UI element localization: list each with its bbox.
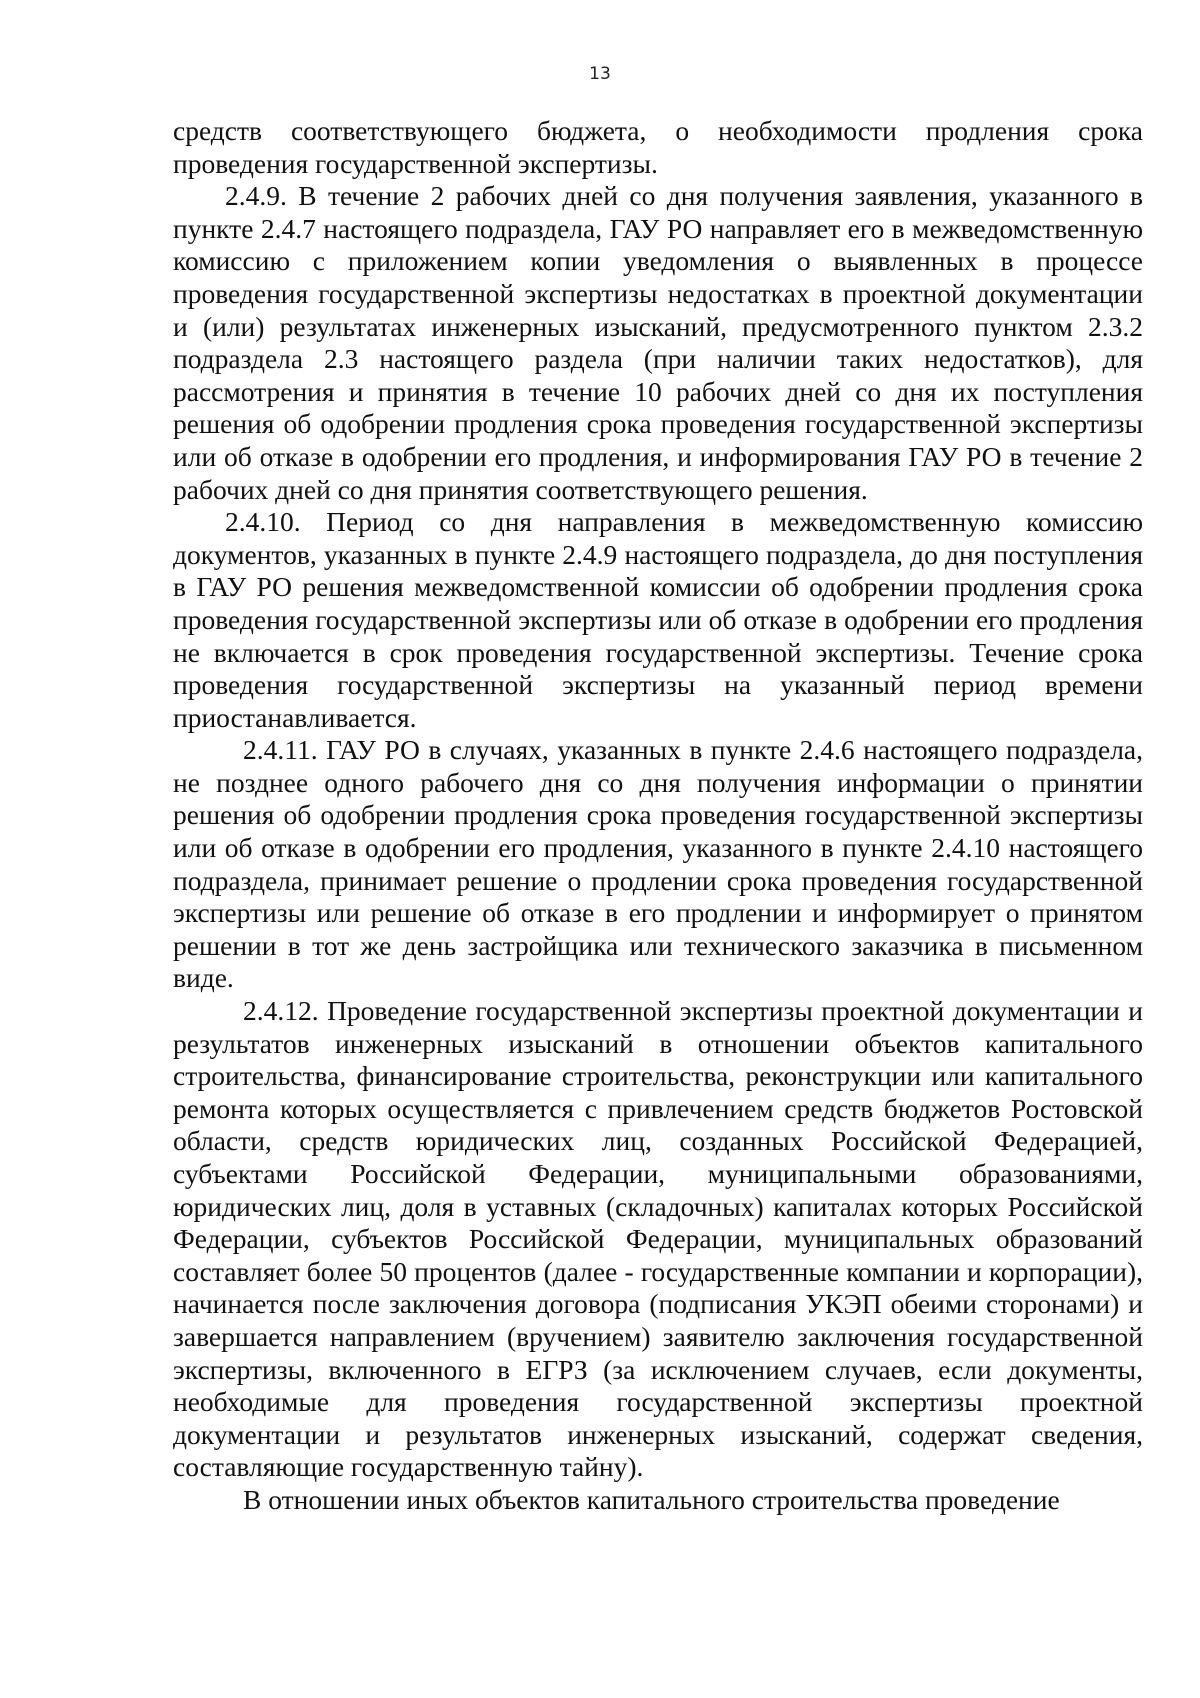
paragraph-2-4-12: 2.4.12. Проведение государственной экспертизы проектной документации и результатов инженерных изысканий в отношении объектов капитального строительства, финансирование строительства, реконструкции или капитального ремонта которых осуществляется с привлечением средств бюджетов Ростовской области, средств юридических лиц, созданных Российской Федерацией, субъектами Российской Федерации, муниципальными образованиями, юридических лиц, доля в уставных (складочных) капиталах которых Российской Федерации, субъектов Российской Федерации, муниципальных образований составляет более 50 процентов (далее - государственные компании и корпорации), начинается после заключения договора (подписания УКЭП обеими сторонами) и завершается направлением (вручением) заявителю заключения государственной экспертизы, включенного в ЕГРЗ (за исключением случаев, если документы, необходимые для проведения государственной экспертизы проектной документации и результатов инженерных изысканий, содержат сведения, составляющие государственную тайну).	[173, 995, 1143, 1483]
paragraph-continuation: средств соответствующего бюджета, о необходимости продления срока проведения государственной экспертизы.	[173, 115, 1143, 179]
paragraph-other-objects: В отношении иных объектов капитального строительства проведение	[243, 1483, 1060, 1515]
paragraph-2-4-11: 2.4.11. ГАУ РО в случаях, указанных в пункте 2.4.6 настоящего подраздела, не позднее одного рабочего дня со дня получения информации о принятии решения об одобрении продления срока проведения государственной экспертизы или об отказе в одобрении его продления, указанного в пункте 2.4.10 настоящего подраздела, принимает решение о продлении срока проведения государственной экспертизы или решение об отказе в его продлении и информирует о принятом решении в тот же день застройщика или технического заказчика в письменном виде.	[173, 734, 1143, 994]
page-number: 13	[589, 64, 611, 84]
paragraph-2-4-10: 2.4.10. Период со дня направления в межведомственную комиссию документов, указанных в пункте 2.4.9 настоящего подраздела, до дня поступления в ГАУ РО решения межведомственной комиссии об одобрении продления срока проведения государственной экспертизы или об отказе в одобрении его продления не включается в срок проведения государственной экспертизы. Течение срока проведения государственной экспертизы на указанный период времени приостанавливается.	[173, 506, 1143, 733]
document-body	[173, 115, 1143, 1517]
paragraph-2-4-9: 2.4.9. В течение 2 рабочих дней со дня получения заявления, указанного в пункте 2.4.7 настоящего подраздела, ГАУ РО направляет его в межведомственную комиссию с приложением копии уведомления о выявленных в процессе проведения государственной экспертизы недостатках в проектной документации и (или) результатах инженерных изысканий, предусмотренного пунктом 2.3.2 подраздела 2.3 настоящего раздела (при наличии таких недостатков), для рассмотрения и принятия в течение 10 рабочих дней со дня их поступления решения об одобрении продления срока проведения государственной экспертизы или об отказе в одобрении его продления, и информирования ГАУ РО в течение 2 рабочих дней со дня принятия соответствующего решения.	[173, 180, 1143, 505]
